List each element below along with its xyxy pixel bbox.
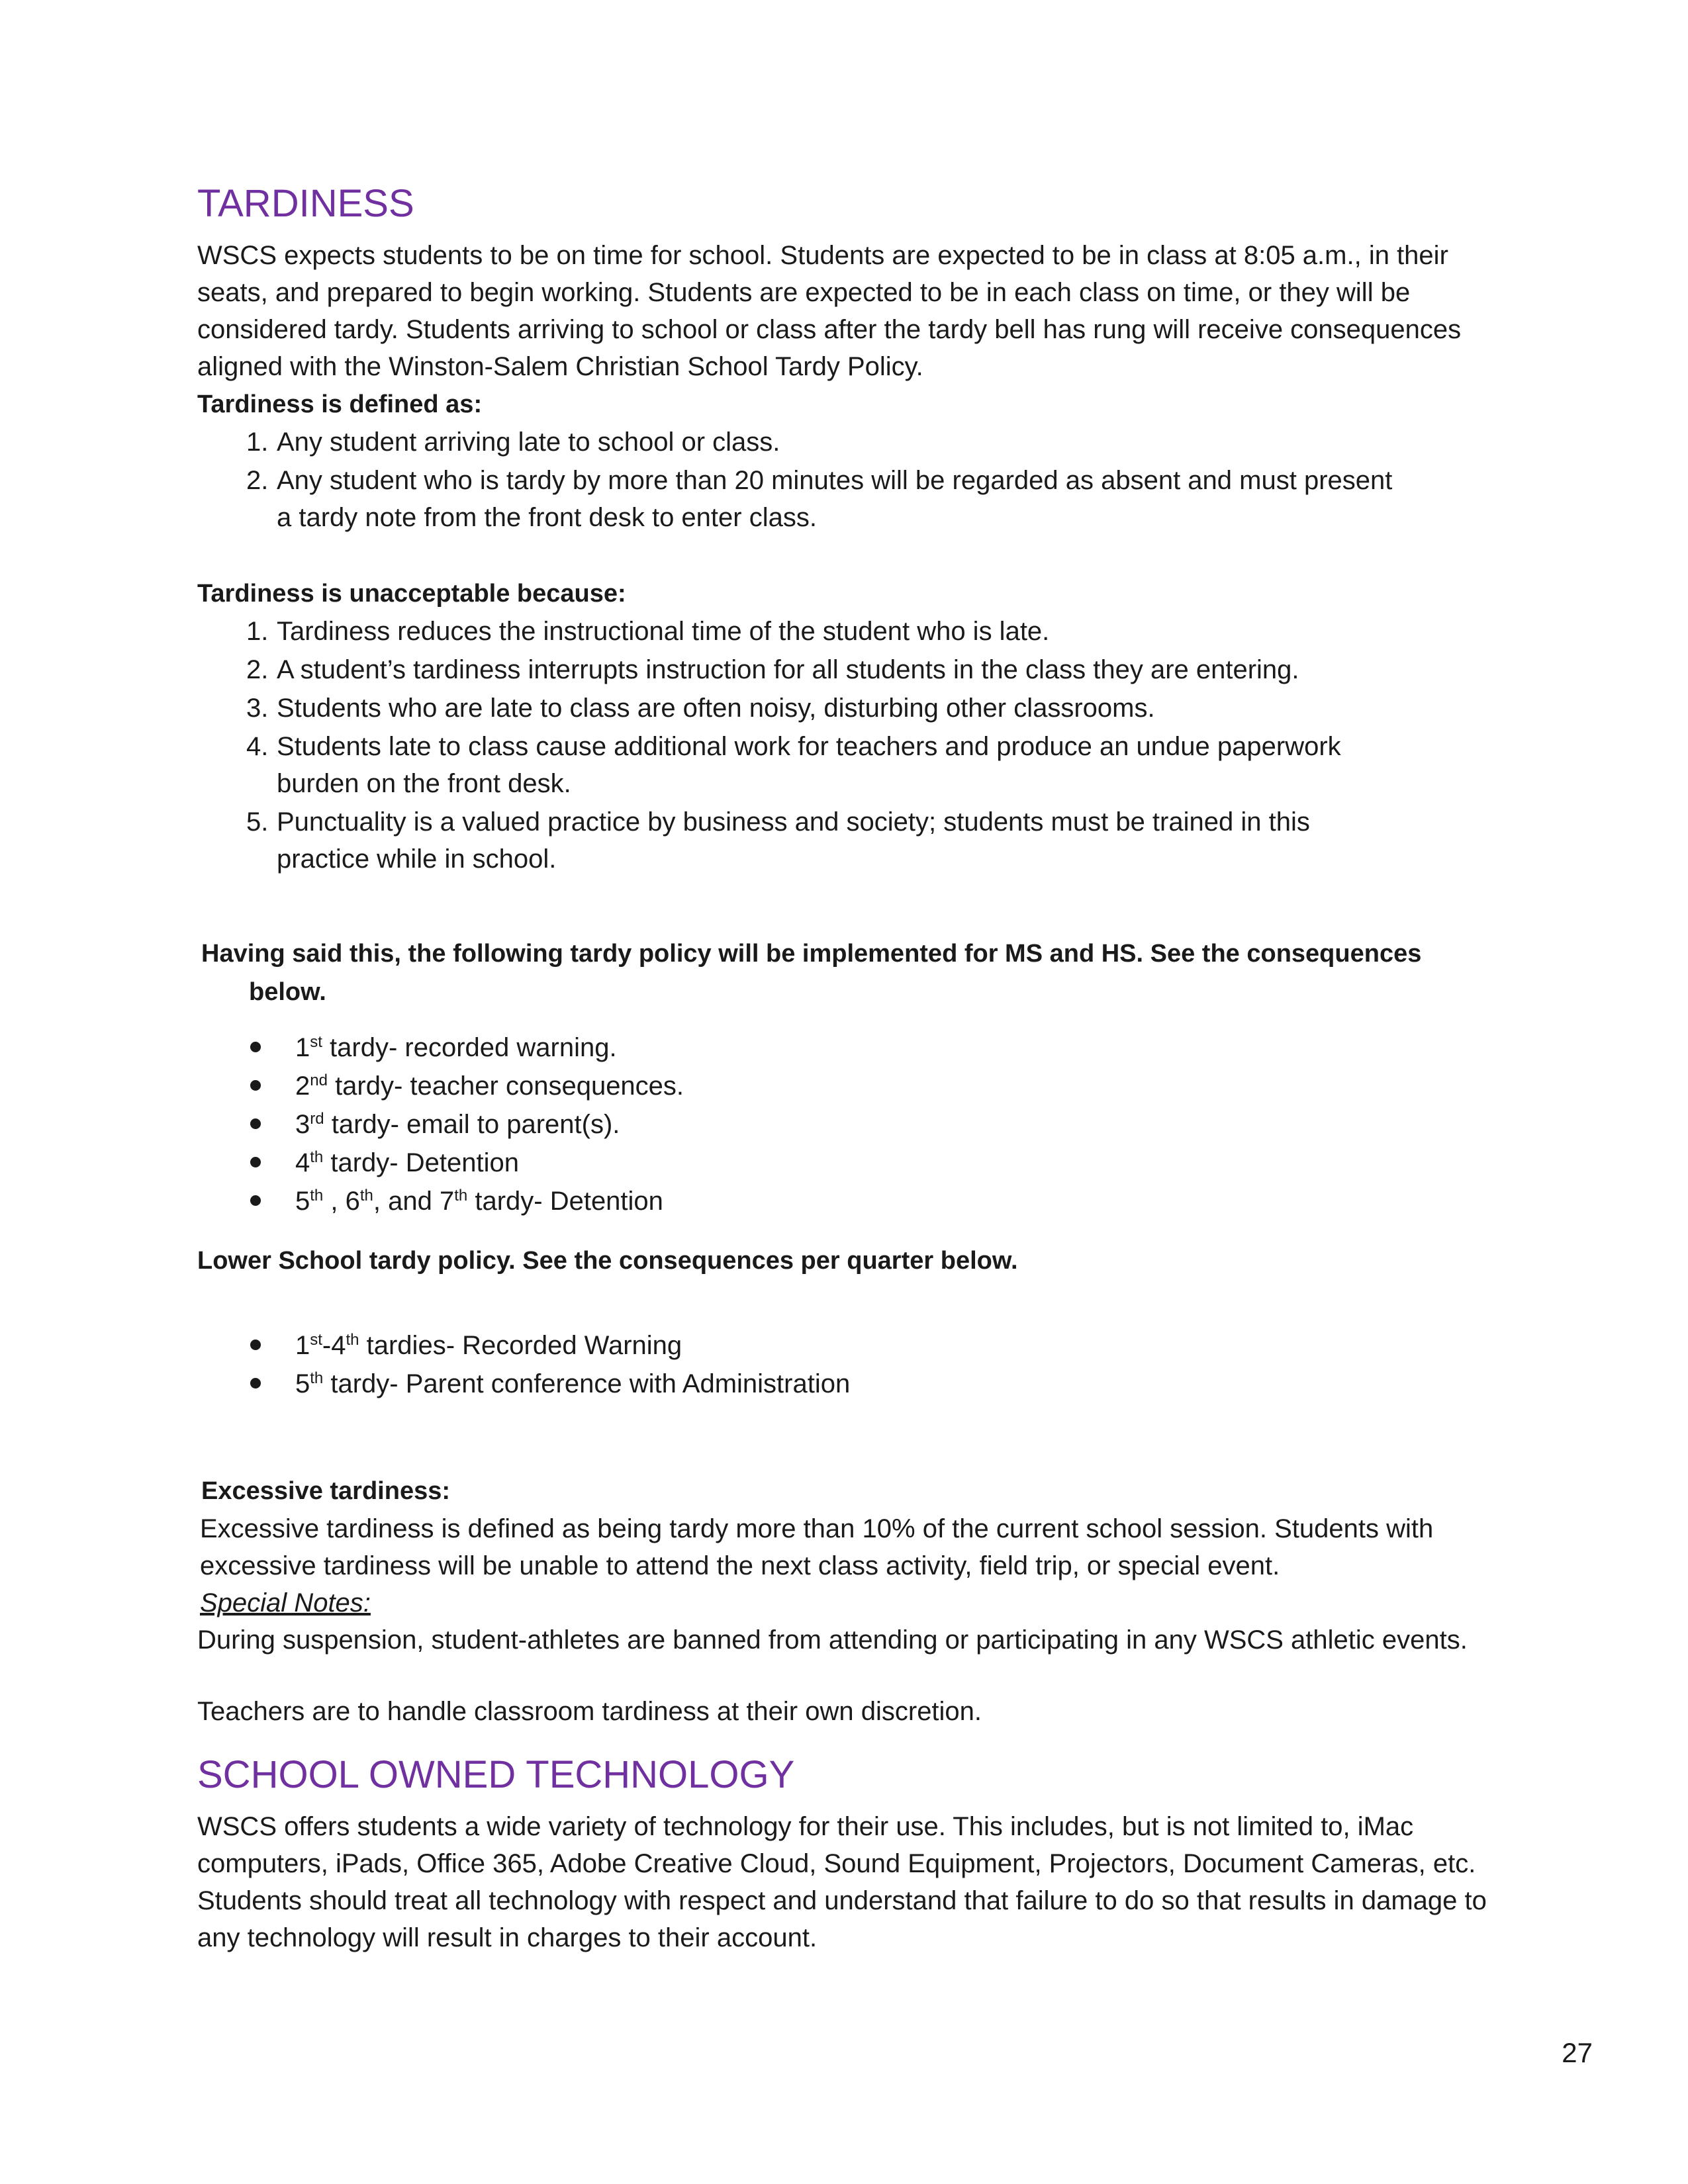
excessive-text: Excessive tardiness is defined as being tardy more than 10% of the current school session. Students with excessive tardiness will be unable to attend the next class activity, field trip, or special event. bbox=[200, 1514, 1434, 1580]
ordinal-suffix: th bbox=[346, 1331, 359, 1349]
bullet-icon bbox=[250, 1080, 261, 1091]
list-number: 1. bbox=[246, 428, 269, 457]
ordinal-number: 5 bbox=[295, 1187, 310, 1216]
bullet-icon bbox=[250, 1195, 261, 1206]
ordinal-suffix: st bbox=[310, 1331, 322, 1349]
list-text: tardy- email to parent(s). bbox=[324, 1110, 620, 1139]
list-item bbox=[197, 1144, 1495, 1182]
list-item bbox=[197, 651, 1495, 688]
list-item bbox=[197, 1105, 1495, 1144]
list-item bbox=[197, 424, 1495, 461]
list-text: tardy- teacher consequences. bbox=[327, 1071, 684, 1101]
list-number: 3. bbox=[246, 694, 269, 723]
list-text-continued: burden on the front desk. bbox=[277, 769, 571, 798]
technology-text: WSCS offers students a wide variety of technology for their use. This includes, but is not limited to, iMac computers, iPads, Office 365, Adobe Creative Cloud, Sound Equipment, Projectors, Document Cameras, etc. Students should treat all technology with respect and understand that failure to do so that results in damage to any technology will result in charges to their account. bbox=[197, 1812, 1487, 1952]
bullet-icon bbox=[250, 1378, 261, 1388]
list-text: Any student arriving late to school or class. bbox=[277, 428, 780, 457]
list-text: Punctuality is a valued practice by business and society; students must be trained in this bbox=[277, 807, 1310, 837]
list-item bbox=[197, 1067, 1495, 1105]
ordinal-number: 1 bbox=[295, 1331, 310, 1360]
list-item bbox=[197, 1028, 1495, 1067]
ms-hs-consequences-list bbox=[197, 1028, 1495, 1220]
list-text: tardy- Detention bbox=[323, 1148, 519, 1177]
list-text: tardy- recorded warning. bbox=[322, 1033, 617, 1062]
ordinal-number: , 6 bbox=[323, 1187, 360, 1216]
list-text: tardy- Detention bbox=[467, 1187, 663, 1216]
ordinal-suffix: th bbox=[310, 1369, 324, 1387]
list-text-continued: a tardy note from the front desk to enter class. bbox=[277, 503, 817, 532]
list-item bbox=[197, 1365, 1495, 1403]
bullet-icon bbox=[250, 1118, 261, 1129]
ordinal-number: 1 bbox=[295, 1033, 310, 1062]
list-number: 2. bbox=[246, 466, 269, 495]
list-number: 2. bbox=[246, 655, 269, 684]
list-item bbox=[197, 462, 1495, 536]
tardiness-heading: TARDINESS bbox=[197, 182, 414, 225]
list-item bbox=[197, 1182, 1495, 1220]
ordinal-number: 5 bbox=[295, 1369, 310, 1398]
list-item bbox=[197, 803, 1495, 878]
teachers-discretion-text: Teachers are to handle classroom tardiness at their own discretion. bbox=[197, 1697, 982, 1726]
ordinal-suffix: th bbox=[310, 1148, 324, 1166]
ordinal-suffix: st bbox=[310, 1033, 322, 1051]
list-text: Any student who is tardy by more than 20 minutes will be regarded as absent and must present bbox=[277, 466, 1393, 495]
list-item bbox=[197, 728, 1495, 802]
ordinal-suffix: th bbox=[454, 1187, 468, 1205]
policy-label-line2: below. bbox=[249, 978, 326, 1006]
list-text: A student’s tardiness interrupts instruction for all students in the class they are entering. bbox=[277, 655, 1299, 684]
special-notes-text: During suspension, student-athletes are banned from attending or participating in any WSCS athletic events. bbox=[197, 1625, 1468, 1655]
bullet-icon bbox=[250, 1157, 261, 1167]
bullet-icon bbox=[250, 1340, 261, 1350]
defined-label: Tardiness is defined as: bbox=[197, 390, 483, 418]
tardiness-intro: WSCS expects students to be on time for school. Students are expected to be in class at 8:05 a.m., in their seats, and prepared to begin working. Students are expected to be in each class on time, or they will be considered tardy. Students arriving to school or class after the tardy bell has rung will receive consequences aligned with the Winston-Salem Christian School Tardy Policy. bbox=[197, 241, 1462, 381]
policy-label-line1: Having said this, the following tardy policy will be implemented for MS and HS. See the consequences bbox=[201, 940, 1422, 968]
technology-heading: SCHOOL OWNED TECHNOLOGY bbox=[197, 1753, 795, 1796]
list-text: Tardiness reduces the instructional time of the student who is late. bbox=[277, 617, 1050, 646]
ordinal-number: , and 7 bbox=[373, 1187, 455, 1216]
list-number: 4. bbox=[246, 732, 269, 761]
ordinal-number: 3 bbox=[295, 1110, 310, 1139]
unacceptable-list bbox=[197, 613, 1495, 878]
excessive-label: Excessive tardiness: bbox=[201, 1477, 451, 1505]
ordinal-suffix: th bbox=[359, 1187, 373, 1205]
page-number: 27 bbox=[1562, 2037, 1593, 2068]
lower-school-consequences-list bbox=[197, 1326, 1495, 1403]
list-item bbox=[197, 1326, 1495, 1365]
defined-list bbox=[197, 424, 1495, 536]
ordinal-suffix: th bbox=[310, 1187, 324, 1205]
ordinal-number: 4 bbox=[295, 1148, 310, 1177]
list-text-continued: practice while in school. bbox=[277, 844, 557, 874]
list-item bbox=[197, 690, 1495, 727]
ordinal-number: -4 bbox=[322, 1331, 346, 1360]
list-text: Students late to class cause additional work for teachers and produce an undue paperwork bbox=[277, 732, 1341, 761]
lower-school-label: Lower School tardy policy. See the consequences per quarter below. bbox=[197, 1247, 1018, 1275]
list-text: tardies- Recorded Warning bbox=[359, 1331, 682, 1360]
special-notes-label: Special Notes: bbox=[200, 1588, 371, 1617]
unacceptable-label: Tardiness is unacceptable because: bbox=[197, 580, 626, 608]
page-content bbox=[197, 177, 1495, 1956]
list-text: tardy- Parent conference with Administration bbox=[323, 1369, 851, 1398]
ordinal-suffix: nd bbox=[310, 1071, 328, 1089]
list-item bbox=[197, 613, 1495, 650]
list-number: 1. bbox=[246, 617, 269, 646]
bullet-icon bbox=[250, 1042, 261, 1052]
ordinal-suffix: rd bbox=[310, 1110, 324, 1128]
policy-label bbox=[197, 934, 1495, 1011]
list-number: 5. bbox=[246, 807, 269, 837]
list-text: Students who are late to class are often noisy, disturbing other classrooms. bbox=[277, 694, 1155, 723]
ordinal-number: 2 bbox=[295, 1071, 310, 1101]
